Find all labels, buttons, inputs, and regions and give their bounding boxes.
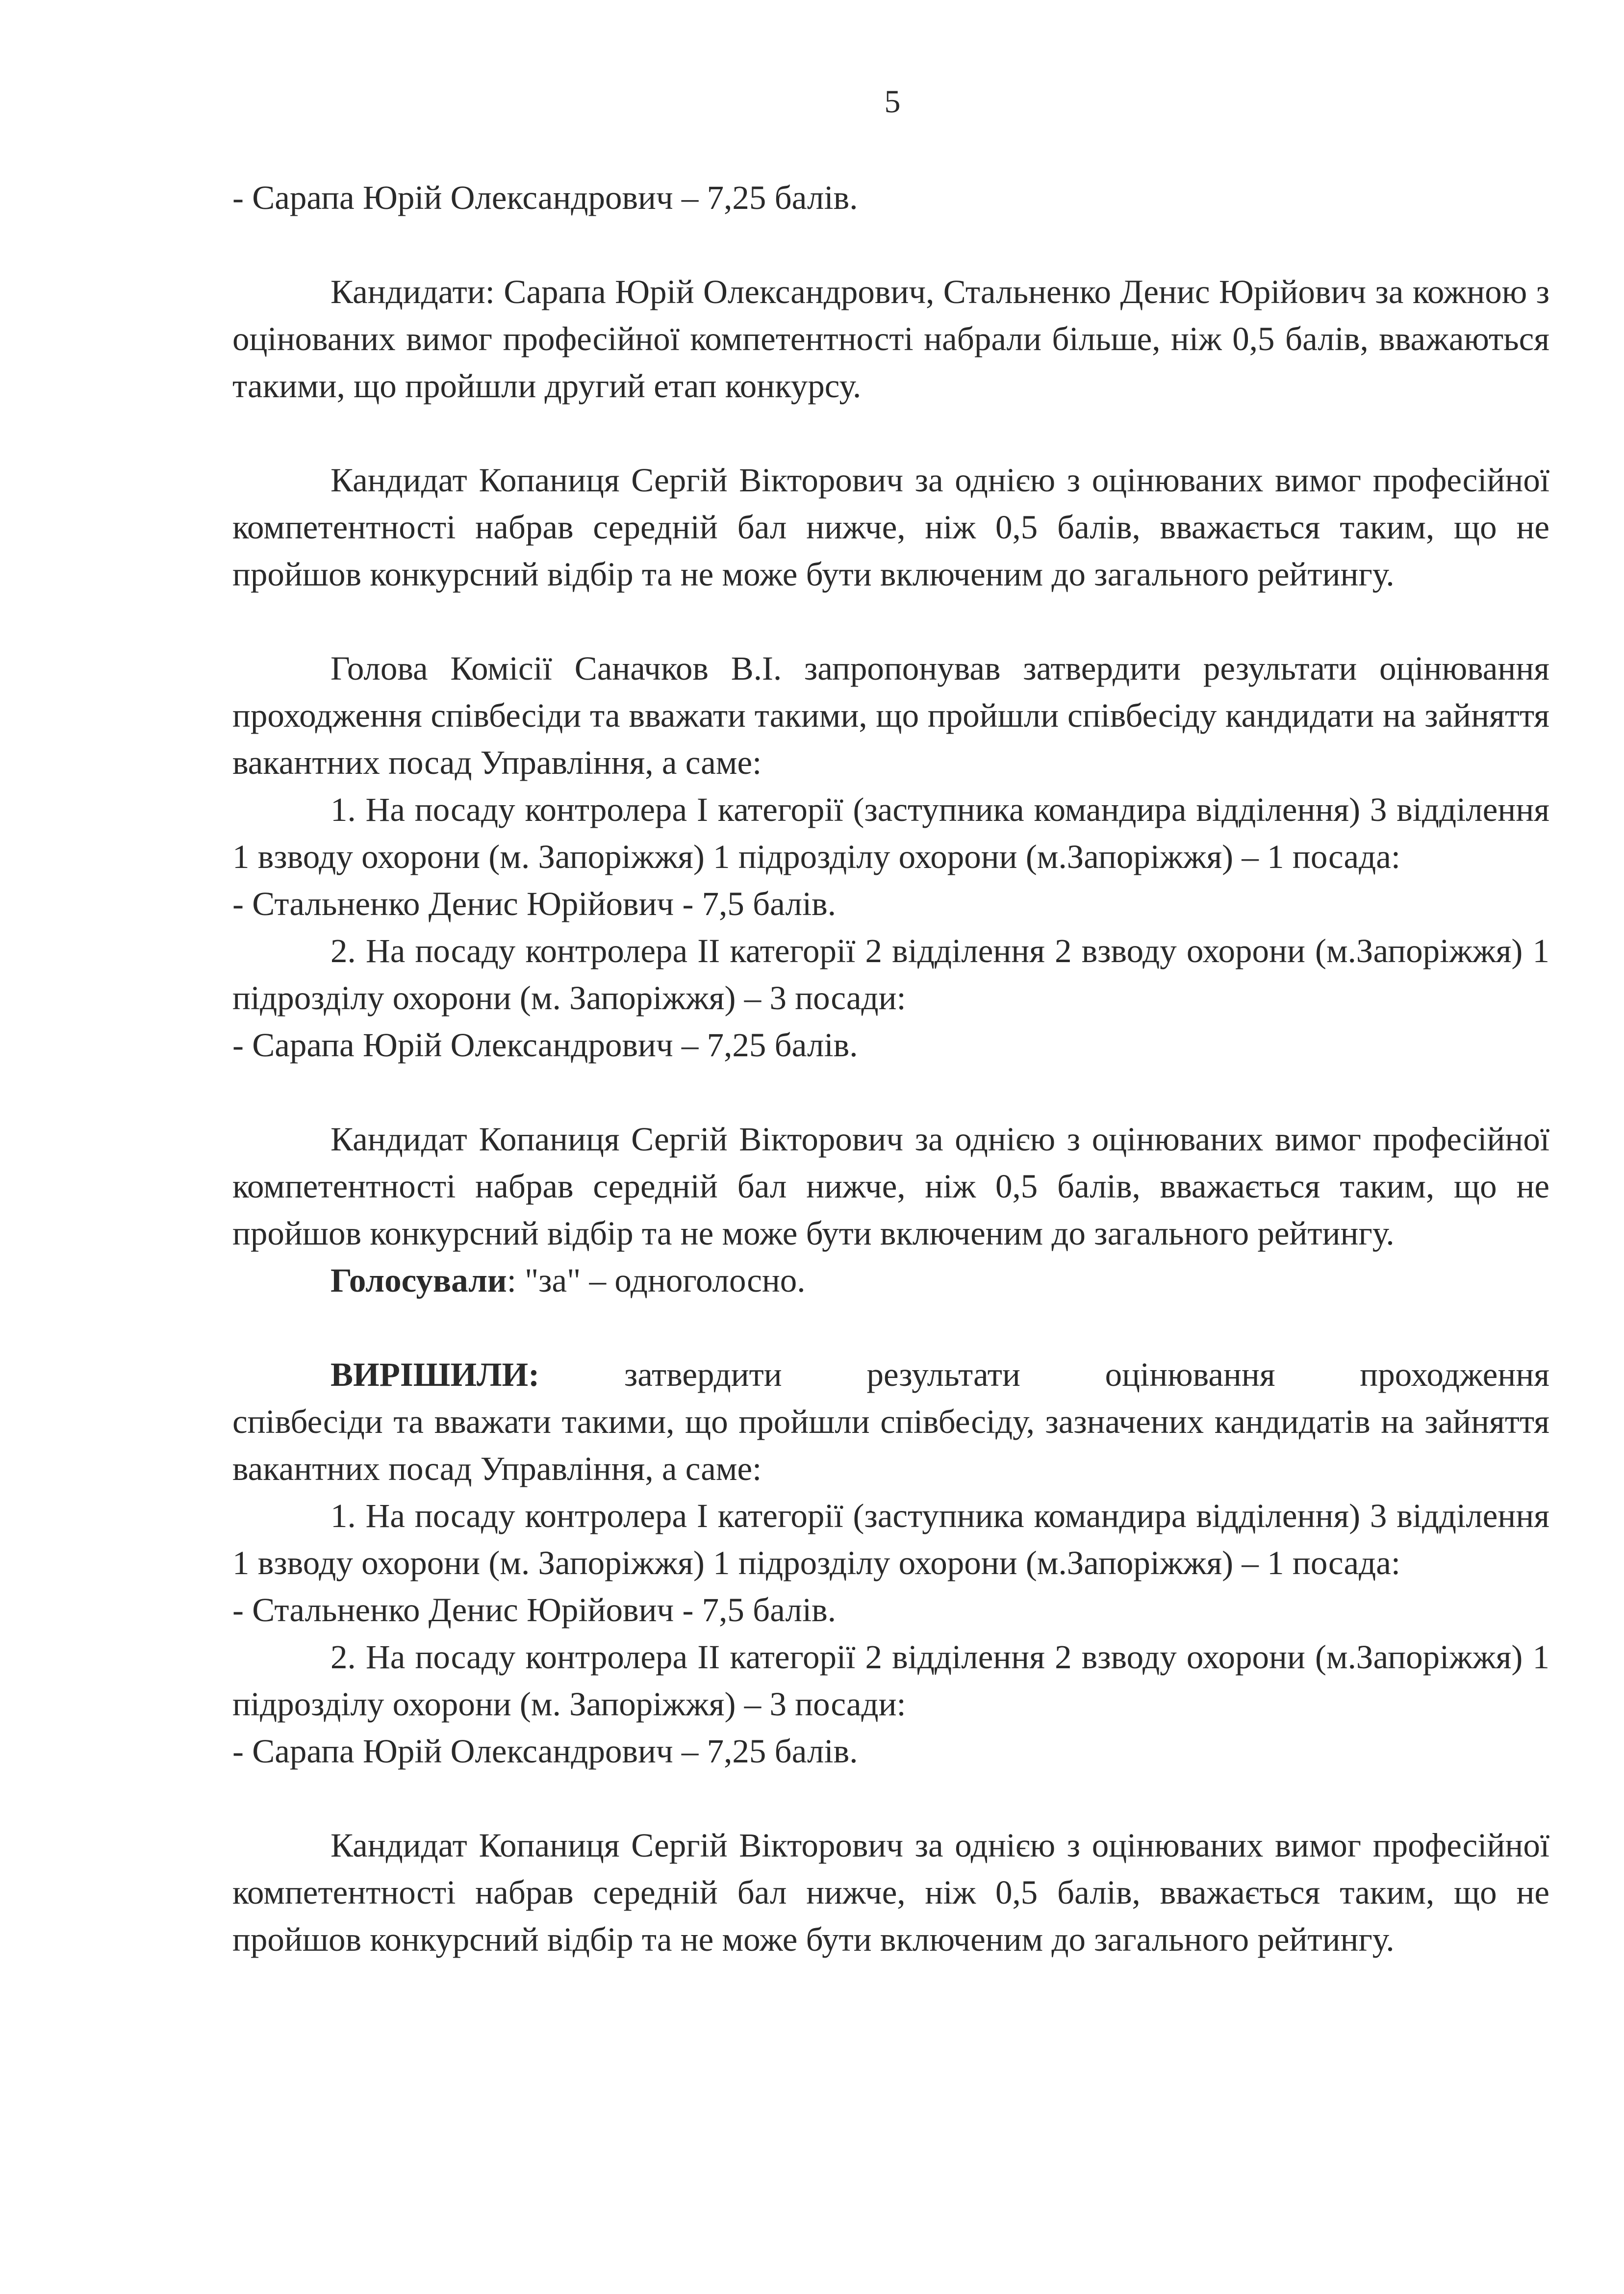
paragraph-spacer: [232, 598, 1549, 645]
failed-candidate-paragraph: Кандидат Копаниця Сергій Вікторович за однією з оцінюваних вимог професійної компетентності набрав середній бал нижче, ніж 0,5 балів, вважається таким, що не пройшов конкурсний відбір та не може бути включеним до загального рейтингу.: [232, 1827, 1549, 1958]
paragraph-spacer: [232, 221, 1549, 268]
paragraph-spacer: [232, 1304, 1549, 1351]
paragraph-spacer: [232, 1775, 1549, 1822]
failed-candidate-paragraph: Кандидат Копаниця Сергій Вікторович за однією з оцінюваних вимог професійної компетентності набрав середній бал нижче, ніж 0,5 балів, вважається таким, що не пройшов конкурсний відбір та не може бути включеним до загального рейтингу.: [232, 461, 1549, 593]
decision-continuation: співбесіди та вважати такими, що пройшли співбесіду, зазначених кандидатів на зайняття вакантних посад Управління, а саме:: [232, 1403, 1549, 1487]
paragraph-spacer: [232, 1069, 1549, 1116]
decision-paragraph: [232, 1351, 1549, 1398]
candidate-score-line: - Сарапа Юрій Олександрович – 7,25 балів.: [232, 1733, 858, 1770]
vote-label: Голосували: [330, 1262, 507, 1299]
position-item-2: 2. На посаду контролера ІІ категорії 2 відділення 2 взводу охорони (м.Запоріжжя) 1 підрозділу охорони (м. Запоріжжя) – 3 посади:: [232, 932, 1549, 1017]
candidate-score-line: - Стальненко Денис Юрійович - 7,5 балів.: [232, 1591, 836, 1629]
document-body: [232, 174, 1549, 1963]
vote-result: : "за" – одноголосно.: [507, 1262, 806, 1299]
vote-line: [232, 1257, 1549, 1304]
decision-text: затвердити результати оцінювання проходження: [539, 1356, 1549, 1393]
paragraph-spacer: [232, 409, 1549, 457]
candidate-score-line: - Стальненко Денис Юрійович - 7,5 балів.: [232, 885, 836, 922]
passed-candidates-paragraph: Кандидати: Сарапа Юрій Олександрович, Стальненко Денис Юрійович за кожною з оцінованих вимог професійної компетентності набрали більше, ніж 0,5 балів, вважаються такими, що пройшли другий етап конкурсу.: [232, 273, 1549, 405]
position-item-1: 1. На посаду контролера І категорії (заступника командира відділення) 3 відділення 1 взводу охорони (м. Запоріжжя) 1 підрозділу охорони (м.Запоріжжя) – 1 посада:: [232, 1497, 1549, 1581]
failed-candidate-paragraph: Кандидат Копаниця Сергій Вікторович за однією з оцінюваних вимог професійної компетентності набрав середній бал нижче, ніж 0,5 балів, вважається таким, що не пройшов конкурсний відбір та не може бути включеним до загального рейтингу.: [232, 1121, 1549, 1252]
candidate-score-line: - Сарапа Юрій Олександрович – 7,25 балів.: [232, 1026, 858, 1064]
candidate-score-line: - Сарапа Юрій Олександрович – 7,25 балів.: [232, 179, 858, 216]
page-number: 5: [884, 84, 901, 120]
position-item-2: 2. На посаду контролера ІІ категорії 2 відділення 2 взводу охорони (м.Запоріжжя) 1 підрозділу охорони (м. Запоріжжя) – 3 посади:: [232, 1638, 1549, 1723]
decision-label: ВИРІШИЛИ:: [330, 1356, 540, 1393]
chairman-proposal-paragraph: Голова Комісії Саначков В.І. запропонував затвердити результати оцінювання проходження співбесіди та вважати такими, що пройшли співбесіду кандидати на зайняття вакантних посад Управління, а саме:: [232, 650, 1549, 781]
position-item-1: 1. На посаду контролера І категорії (заступника командира відділення) 3 відділення 1 взводу охорони (м. Запоріжжя) 1 підрозділу охорони (м.Запоріжжя) – 1 посада:: [232, 791, 1549, 875]
